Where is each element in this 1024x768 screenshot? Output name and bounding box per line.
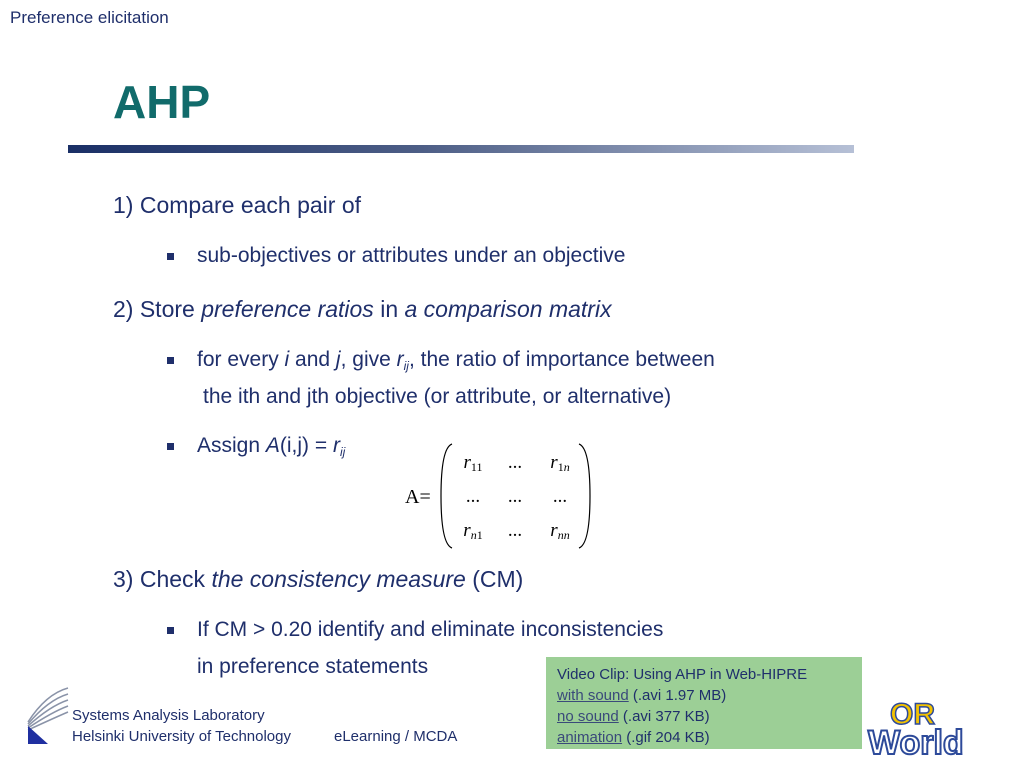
footer-course: eLearning / MCDA xyxy=(334,728,458,745)
sub-item-assign xyxy=(197,434,345,459)
var-r: r xyxy=(396,348,404,371)
text-italic: preference ratios xyxy=(201,296,374,322)
matrix-r: r xyxy=(550,452,558,473)
var-r: r xyxy=(332,434,340,457)
matrix-sub: n xyxy=(563,460,570,474)
video-title: Video Clip: Using AHP in Web-HIPRE xyxy=(557,666,808,683)
link-info: (.avi 1.97 MB) xyxy=(628,687,727,704)
text: (i,j) = xyxy=(279,434,333,457)
var-i: i xyxy=(284,348,290,371)
text-italic: a comparison matrix xyxy=(404,296,612,322)
text: and xyxy=(289,348,336,371)
bullet-icon xyxy=(167,253,174,260)
link-no-sound[interactable]: no sound xyxy=(557,708,619,725)
footer-university: Helsinki University of Technology xyxy=(72,728,291,745)
bullet-icon xyxy=(167,443,174,450)
text: 2) Store xyxy=(113,296,202,322)
footer-lab: Systems Analysis Laboratory xyxy=(72,707,265,724)
matrix-r: r xyxy=(463,520,471,541)
text: 3) Check xyxy=(113,566,212,592)
logo-text-or: OR xyxy=(890,698,935,731)
matrix-cell-dots: ... xyxy=(552,486,568,507)
matrix-sub: 11 xyxy=(470,460,483,474)
matrix-cell-dots: ... xyxy=(507,520,523,541)
text: , give xyxy=(340,348,397,371)
matrix-cell-rnn xyxy=(540,520,580,543)
slide-title: AHP xyxy=(113,76,211,128)
link-with-sound[interactable]: with sound xyxy=(557,687,629,704)
video-clip-box xyxy=(546,657,862,749)
text: (CM) xyxy=(465,566,524,592)
bullet-icon xyxy=(167,627,174,634)
matrix-cell-r11 xyxy=(453,452,493,475)
matrix-cell-dots: ... xyxy=(465,486,481,507)
var-r-subscript: ij xyxy=(339,445,346,459)
link-info: (.gif 204 KB) xyxy=(622,729,710,746)
matrix-r: r xyxy=(463,452,471,473)
matrix-r: r xyxy=(550,520,558,541)
breadcrumb: Preference elicitation xyxy=(10,8,169,27)
matrix-sub: 1 xyxy=(557,460,564,474)
title-underline-bar xyxy=(68,145,854,153)
text: for every xyxy=(197,348,285,371)
list-item-compare: 1) Compare each pair of xyxy=(113,192,362,218)
video-row-animation xyxy=(557,729,710,746)
list-item-check xyxy=(113,566,523,593)
sub-item-ratio-line2: the ith and jth objective (or attribute, or alternative) xyxy=(203,385,672,408)
matrix-sub: nn xyxy=(557,528,570,542)
sub-item-subobjectives: sub-objectives or attributes under an objective xyxy=(197,244,626,267)
sub-item-cm: If CM > 0.20 identify and eliminate inconsistencies xyxy=(197,618,664,641)
matrix-cell-dots: ... xyxy=(507,486,523,507)
matrix-label: A= xyxy=(405,486,431,508)
link-info: (.avi 377 KB) xyxy=(618,708,710,725)
var-A: A xyxy=(265,434,280,457)
matrix-cell-rn1 xyxy=(453,520,493,543)
sub-item-cm-line2: in preference statements xyxy=(197,655,429,678)
matrix-sub: n xyxy=(470,528,477,542)
text-italic: the consistency measure xyxy=(211,566,466,592)
logo-text-world: World xyxy=(868,724,964,760)
hut-logo-icon xyxy=(24,686,72,746)
link-animation[interactable]: animation xyxy=(557,729,623,746)
or-world-logo-icon xyxy=(866,696,1008,760)
text: , the ratio of importance between xyxy=(408,348,715,371)
video-row-sound xyxy=(557,687,726,704)
sub-item-ratio xyxy=(197,348,715,373)
var-j: j xyxy=(335,348,341,371)
matrix-cell-dots: ... xyxy=(507,452,523,473)
comparison-matrix xyxy=(405,440,595,552)
text: in xyxy=(373,296,405,322)
var-r-subscript: ij xyxy=(403,359,409,373)
text: Assign xyxy=(197,434,266,457)
bullet-icon xyxy=(167,357,174,364)
matrix-sub: 1 xyxy=(476,528,483,542)
video-row-nosound xyxy=(557,708,710,725)
matrix-cell-r1n xyxy=(540,452,580,475)
list-item-store xyxy=(113,296,612,323)
